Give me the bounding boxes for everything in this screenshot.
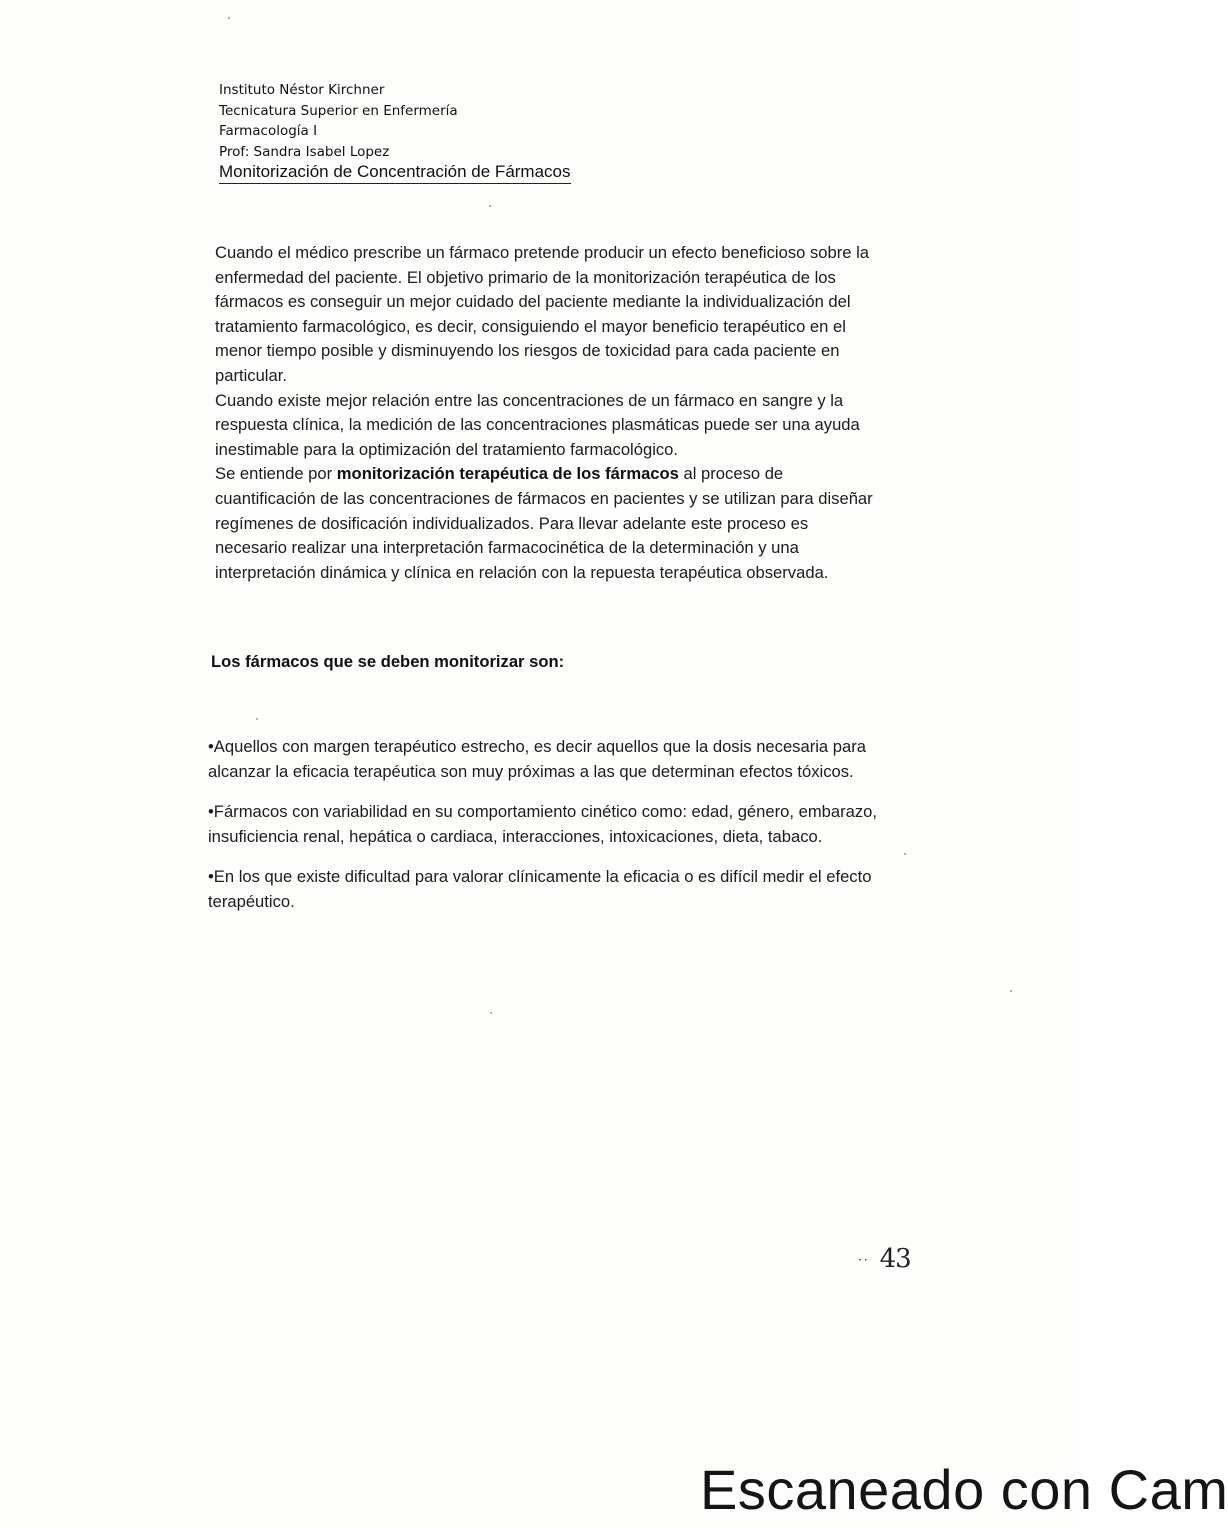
- list-item: •En los que existe dificultad para valorar clínicamente la eficacia o es difícil medir el efecto terapéutico.: [208, 867, 872, 911]
- scan-speck: [228, 17, 230, 19]
- definition-term: monitorización terapéutica de los fármacos: [336, 464, 679, 484]
- paragraph-definition: [215, 462, 875, 585]
- scan-speck: [490, 1012, 492, 1014]
- document-title: Monitorización de Concentración de Fármacos: [219, 161, 571, 184]
- definition-rest: al proceso de cuantificación de las concentraciones de fármacos en pacientes y se utilizan para diseñar regímenes de dosificación individualizados. Para llevar adelante este proceso es necesario realizar una interpretación farmacocinética de la determinación y una interpretación dinámica y clínica en relación con la repuesta terapéutica observada.: [215, 464, 873, 582]
- scan-speck: [1010, 990, 1012, 992]
- document-header: [219, 80, 779, 162]
- definition-lead: Se entiende por: [215, 464, 333, 484]
- section-subheading: Los fármacos que se deben monitorizar son:: [211, 652, 565, 671]
- body-text: [215, 241, 875, 585]
- list-item: •Fármacos con variabilidad en su comportamiento cinético como: edad, género, embarazo, insuficiencia renal, hepática o cardiaca, interacciones, intoxicaciones, dieta, tabaco.: [208, 802, 877, 846]
- scan-speck: [489, 205, 491, 207]
- scanner-watermark: [700, 1458, 1228, 1528]
- handwritten-page-number: [858, 1244, 911, 1274]
- scan-speck: [904, 853, 906, 855]
- criteria-list: [208, 734, 888, 929]
- paragraph-relation: Cuando existe mejor relación entre las concentraciones de un fármaco en sangre y la respuesta clínica, la medición de las concentraciones plasmáticas puede ser una ayuda inestimable para la optimización del tratamiento farmacológico.: [215, 390, 860, 459]
- scan-speck: [256, 718, 258, 720]
- institution-name: Instituto Néstor Kirchner: [219, 82, 385, 98]
- professor-name: Prof: Sandra Isabel Lopez: [219, 143, 390, 160]
- scanner-watermark-text: Escaneado con Cam: [700, 1458, 1228, 1521]
- program-name: Tecnicatura Superior en Enfermería: [219, 102, 458, 119]
- page-number-value: 43: [879, 1244, 911, 1274]
- page-number-marks: ··: [858, 1253, 870, 1267]
- course-name: Farmacología I: [219, 123, 318, 139]
- list-item: •Aquellos con margen terapéutico estrecho, es decir aquellos que la dosis necesaria para alcanzar la eficacia terapéutica son muy próximas a las que determinan efectos tóxicos.: [208, 737, 866, 781]
- paragraph-intro: Cuando el médico prescribe un fármaco pretende producir un efecto beneficioso sobre la enfermedad del paciente. El objetivo primario de la monitorización terapéutica de los fármacos es conseguir un mejor cuidado del paciente mediante la individualización del tratamiento farmacológico, es decir, consiguiendo el mayor beneficio terapéutico en el menor tiempo posible y disminuyendo los riesgos de toxicidad para cada paciente en particular.: [215, 243, 869, 385]
